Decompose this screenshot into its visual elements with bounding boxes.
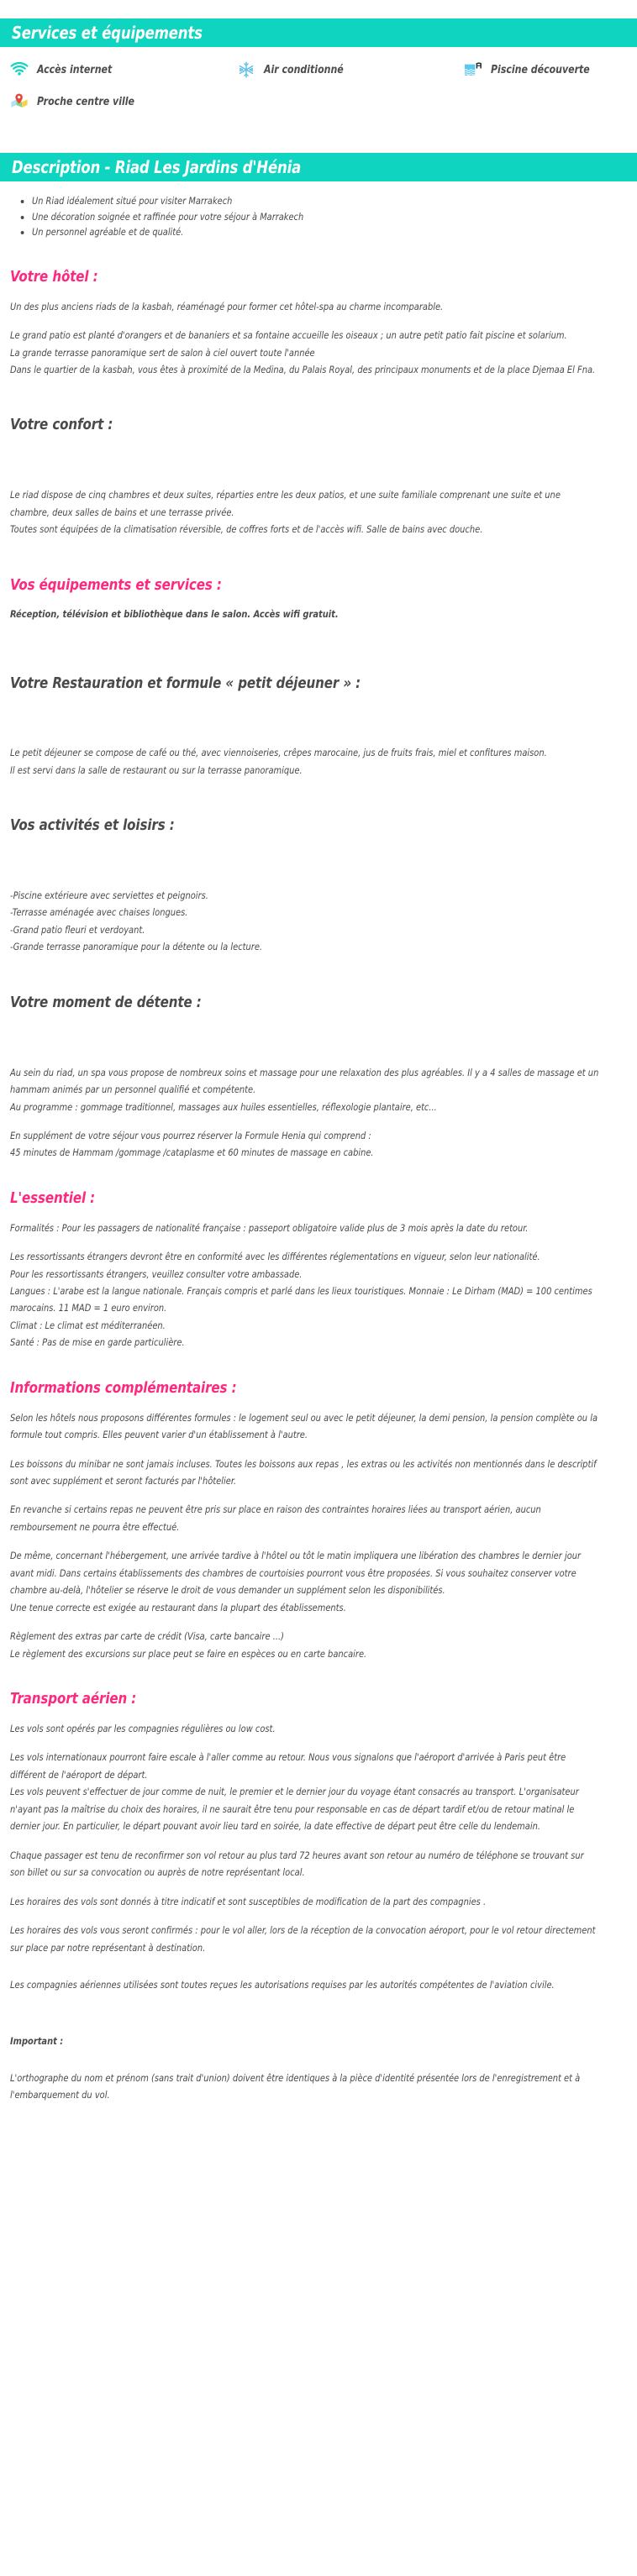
- hotel-paragraph-3: La grande terrasse panoramique sert de salon à ciel ouvert toute l'année: [10, 346, 315, 359]
- spacer: [10, 1662, 627, 1691]
- spacer: [0, 133, 637, 153]
- section-heading-equipements: Vos équipements et services :: [10, 575, 222, 594]
- spacer: [10, 1881, 627, 1893]
- spacer: [10, 434, 627, 486]
- transport-paragraph-4: Chaque passager est tenu de reconfirmer son vol retour au plus tard 72 heures avant son retour au numéro de téléphone se trouvant sur son billet ou sur sa convocation ou auprès de notre représentant local.: [10, 1849, 584, 1879]
- spacer: [10, 1910, 627, 1922]
- description-banner: [0, 153, 637, 181]
- swimming-pool-icon: [464, 60, 482, 79]
- transport-paragraph-1: Les vols sont opérés par les compagnies régulières ou low cost.: [10, 1722, 276, 1734]
- infos-paragraph-4: De même, concernant l'hébergement, une arrivée tardive à l'hôtel ou tôt le matin impliquera une libération des chambres le dernier jour avant midi. Dans certains établissements des chambres de courtoisies pourront vous être proposées. Si vous souhaitez conserver votre chambre au-delà, l'hôtelier se réserve le droit de vous demander un supplément selon les disponibilités.: [10, 1550, 582, 1597]
- spacer: [10, 1115, 627, 1127]
- services-banner: [0, 18, 637, 47]
- spacer: [10, 1835, 627, 1847]
- amenity-label: Air conditionné: [264, 63, 344, 76]
- spacer: [10, 956, 627, 994]
- spacer: [10, 594, 627, 606]
- amenities-row-1: [0, 60, 637, 79]
- section-heading-activites: Vos activités et loisirs :: [10, 816, 175, 835]
- spacer: [10, 1162, 627, 1190]
- amenity-label: Accès internet: [37, 63, 113, 76]
- amenity-acces-internet: [0, 60, 227, 79]
- amenity-piscine-decouverte: [454, 60, 637, 79]
- amenity-proche-centre-ville: [0, 92, 227, 111]
- detente-paragraph-1: Au sein du riad, un spa vous propose de nombreux soins et massage pour une relaxation des plus agréables. Il y a 4 salles de massage et un hammam animés par un personnel qualifié et compétente.: [10, 1066, 599, 1096]
- transport-paragraph-2: Les vols internationaux pourront faire escale à l'aller comme au retour. Nous vous signalons que l'aéroport d'arrivée à Paris peut être différent de l'aéroport de départ.: [10, 1751, 566, 1781]
- list-item: • Un personnel agréable et de qualité.: [32, 224, 598, 240]
- spacer: [10, 1489, 627, 1501]
- snowflake-icon: [237, 60, 255, 79]
- essentiel-paragraph-6: Santé : Pas de mise en garde particulière.: [10, 1336, 185, 1349]
- transport-paragraph-3: Les vols peuvent s'effectuer de jour comme de nuit, le premier et le dernier jour du voyage étant consacrés au transport. L'organisateur n'ayant pas la maîtrise du choix des horaires, il ne saurait être tenu pour responsable en cas de départ tardif et/ou de retour matinal le dernier jour. En particulier, le départ pouvant avoir lieu tard en soirée, la date effective de départ peut être celle du lendemain.: [10, 1786, 579, 1833]
- infos-paragraph-6: Règlement des extras par carte de crédit (Visa, carte bancaire ...): [10, 1630, 284, 1643]
- important-paragraph-1: L'orthographe du nom et prénom (sans trait d'union) doivent être identiques à la pièce d'identité présentée lors de l'enregistrement et à l'embarquement du vol.: [10, 2071, 581, 2101]
- detente-paragraph-2: Au programme : gommage traditionnel, massages aux huiles essentielles, réflexologie plantaire, etc...: [10, 1100, 437, 1113]
- spacer: [10, 1708, 627, 1720]
- spacer: [10, 378, 627, 417]
- amenity-label: Proche centre ville: [37, 95, 134, 108]
- spacer: [10, 1616, 627, 1628]
- spacer: [10, 249, 627, 269]
- spacer: [10, 1208, 627, 1220]
- spacer: [10, 538, 627, 577]
- map-pin-icon: [10, 92, 29, 111]
- infos-paragraph-3: En revanche si certains repas ne peuvent être pris sur place en raison des contraintes horaires liées au transport aérien, aucun remboursement ne pourra être effectué.: [10, 1503, 541, 1533]
- amenity-label: Piscine découverte: [491, 63, 590, 76]
- restauration-paragraph-1: Le petit déjeuner se compose de café ou thé, avec viennoiseries, crêpes marocaine, jus de fruits frais, miel et confitures maison.: [10, 747, 547, 759]
- hotel-paragraph-4: Dans le quartier de la kasbah, vous êtes à proximité de la Medina, du Palais Royal, des principaux monuments et de la place Djemaa El Fna.: [10, 363, 596, 375]
- infos-paragraph-2: Les boissons du minibar ne sont jamais incluses. Toutes les boissons aux repas , les extras ou les activités non mentionnés dans le descriptif sont avec supplément et seront facturés par l'hôtelier.: [10, 1457, 597, 1487]
- infos-paragraph-1: Selon les hôtels nous proposons différentes formules : le logement seul ou avec le petit déjeuner, la demi pension, la pension complète ou la formule tout compris. Elles peuvent varier d'un établissement à l'autre.: [10, 1411, 598, 1441]
- restauration-paragraph-2: Il est servi dans la salle de restaurant ou sur la terrasse panoramique.: [10, 763, 303, 776]
- spacer: [10, 835, 627, 887]
- amenity-air-conditionne: [227, 60, 454, 79]
- hotel-paragraph-1: Un des plus anciens riads de la kasbah, réaménagé pour former cet hôtel-spa au charme incomparable.: [10, 300, 444, 312]
- description-content: [0, 193, 637, 2116]
- spacer: [10, 1398, 627, 1409]
- essentiel-paragraph-2: Les ressortissants étrangers devront être en conformité avec les différentes réglementations en vigueur, selon leur nationalité.: [10, 1251, 540, 1263]
- confort-paragraph-1: Le riad dispose de cinq chambres et deux suites, réparties entre les deux patios, et une suite familiale comprenant une suite et une chambre, deux salles de bains et une terrasse privée.: [10, 489, 561, 518]
- essentiel-paragraph-4: Langues : L'arabe est la langue nationale. Français compris et parlé dans les lieux touristiques. Monnaie : Le Dirham (MAD) = 100 centimes marocains. 11 MAD = 1 euro environ.: [10, 1285, 592, 1314]
- transport-paragraph-7: Les compagnies aériennes utilisées sont toutes reçues les autorisations requises par les autorités compétentes de l'aviation civile.: [10, 1979, 555, 1991]
- confort-paragraph-2: Toutes sont équipées de la climatisation réversible, de coffres forts et de l'accès wifi. Salle de bains avec douche.: [10, 523, 483, 536]
- activites-item-3: -Grand patio fleuri et verdoyant.: [10, 923, 145, 936]
- hotel-paragraph-2: Le grand patio est planté d'orangers et de bananiers et sa fontaine accueille les oiseaux ; un autre petit patio fait piscine et solarium.: [10, 329, 567, 342]
- activites-item-4: -Grande terrasse panoramique pour la détente ou la lecture.: [10, 941, 263, 953]
- top-spacer: [0, 0, 637, 18]
- activites-item-2: -Terrasse aménagée avec chaises longues.: [10, 906, 188, 919]
- spacer: [10, 1012, 627, 1064]
- wifi-icon: [10, 60, 29, 79]
- transport-paragraph-5: Les horaires des vols sont donnés à titre indicatif et sont susceptibles de modification de la part des compagnies .: [10, 1895, 487, 1907]
- infos-paragraph-7: Le règlement des excursions sur place peut se faire en espèces ou en carte bancaire.: [10, 1647, 367, 1660]
- section-heading-detente: Votre moment de détente :: [10, 993, 202, 1011]
- spacer: [10, 1994, 627, 2033]
- spacer: [10, 1444, 627, 1456]
- highlights-list: [10, 193, 627, 240]
- essentiel-paragraph-1: Formalités : Pour les passagers de nationalité française : passeport obligatoire valide plus de 3 mois après la date du retour.: [10, 1221, 529, 1234]
- spacer: [10, 1535, 627, 1547]
- infos-paragraph-5: Une tenue correcte est exigée au restaurant dans la plupart des établissements.: [10, 1601, 346, 1613]
- transport-paragraph-6: Les horaires des vols vous seront confirmés : pour le vol aller, lors de la réception de la convocation aéroport, pour le vol retour directement sur place par notre représentant à destination.: [10, 1924, 596, 1954]
- list-item: • Une décoration soignée et raffinée pour votre séjour à Marrakech: [32, 209, 598, 225]
- essentiel-paragraph-5: Climat : Le climat est méditerranéen.: [10, 1319, 166, 1331]
- spacer: [10, 2104, 627, 2116]
- section-heading-essentiel: L'essentiel :: [10, 1188, 96, 1207]
- spacer: [10, 315, 627, 327]
- spacer: [10, 623, 627, 675]
- section-heading-restauration: Votre Restauration et formule « petit déjeuner » :: [10, 674, 361, 692]
- activites-item-1: -Piscine extérieure avec serviettes et peignoirs.: [10, 889, 208, 901]
- spacer: [10, 286, 627, 298]
- detente-paragraph-3: En supplément de votre séjour vous pourrez réserver la Formule Henia qui comprend :: [10, 1129, 371, 1141]
- services-banner-title: Services et équipements: [12, 23, 203, 43]
- section-heading-informations: Informations complémentaires :: [10, 1378, 237, 1397]
- spacer: [10, 2049, 627, 2070]
- amenities-list: [0, 47, 637, 133]
- spacer: [10, 692, 627, 744]
- section-heading-transport: Transport aérien :: [10, 1690, 137, 1708]
- section-heading-confort: Votre confort :: [10, 416, 113, 434]
- list-item: • Un Riad idéalement situé pour visiter Marrakech: [32, 193, 598, 209]
- spacer: [10, 779, 627, 817]
- important-heading: Important :: [10, 2034, 64, 2047]
- detente-paragraph-4: 45 minutes de Hammam /gommage /cataplasme et 60 minutes de massage en cabine.: [10, 1146, 374, 1159]
- spacer: [10, 1956, 627, 1976]
- equipements-paragraph-1: Réception, télévision et bibliothèque dans le salon. Accès wifi gratuit.: [10, 608, 339, 621]
- description-banner-title: Description - Riad Les Jardins d'Hénia: [12, 157, 302, 177]
- essentiel-paragraph-3: Pour les ressortissants étrangers, veuillez consulter votre ambassade.: [10, 1267, 303, 1280]
- section-heading-hotel: Votre hôtel :: [10, 267, 98, 286]
- spacer: [10, 1351, 627, 1380]
- spacer: [10, 1737, 627, 1749]
- spacer: [10, 1236, 627, 1248]
- amenities-row-2: [0, 92, 637, 111]
